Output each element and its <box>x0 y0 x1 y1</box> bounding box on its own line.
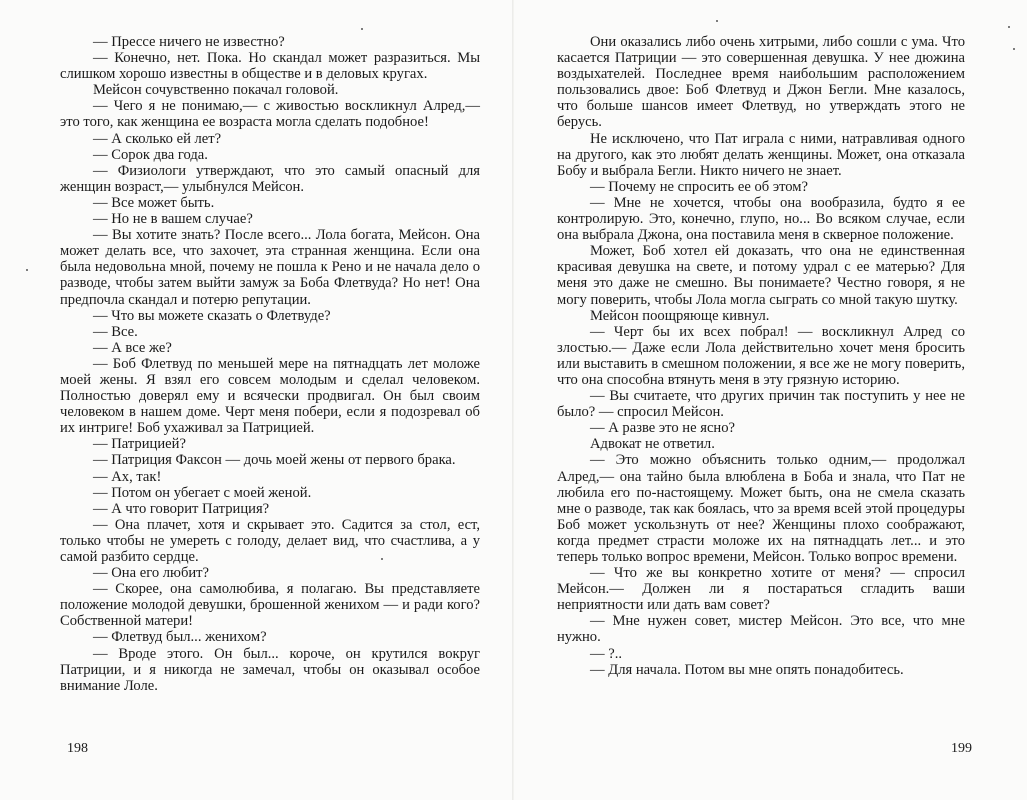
scan-speck <box>1008 26 1010 28</box>
paragraph: — Она плачет, хотя и скрывает это. Садится за стол, ест, только чтобы не умереть с голоду, делает вид, что счастлива, а у самой разбито сердце. <box>60 516 480 565</box>
paragraph: — Вы считаете, что других причин так поступить у нее не было? — спросил Мейсон. <box>557 388 965 421</box>
scan-speck <box>1013 48 1015 50</box>
paragraph: Мейсон поощряюще кивнул. <box>590 307 770 324</box>
paragraph: — Мне нужен совет, мистер Мейсон. Это все, что мне нужно. <box>557 613 965 646</box>
paragraph: Не исключено, что Пат играла с ними, натравливая одного на другого, как это любят делать женщины. Может, она отказала Бобу и выбрала Бегли. Никто ничего не знает. <box>557 130 965 179</box>
left-page-number: 198 <box>67 741 88 756</box>
paragraph: — Что вы можете сказать о Флетвуде? <box>93 307 331 324</box>
scan-speck <box>26 269 28 271</box>
paragraph: — Что же вы конкретно хотите от меня? — спросил Мейсон.— Должен ли я постараться сгладить ваши неприятности или дать вам совет? <box>557 565 965 614</box>
paragraph: — Почему не спросить ее об этом? <box>590 178 809 195</box>
paragraph: — Вроде этого. Он был... короче, он крутился вокруг Патриции, и я никогда не замечал, чтобы он оказывал особое внимание Лоле. <box>60 645 480 694</box>
paragraph: — Прессе ничего не известно? <box>93 34 285 50</box>
paragraph: — ?.. <box>590 645 623 662</box>
paragraph: — Все. <box>93 323 138 340</box>
paragraph: — Ах, так! <box>93 468 162 485</box>
right-page <box>557 34 965 678</box>
right-page-number: 199 <box>951 741 972 756</box>
paragraph: — Флетвуд был... женихом? <box>93 629 267 646</box>
left-page <box>60 34 480 694</box>
book-gutter <box>512 0 514 800</box>
paragraph: — А что говорит Патриция? <box>93 500 270 517</box>
scan-speck <box>381 558 383 560</box>
paragraph: Они оказались либо очень хитрыми, либо сошли с ума. Что касается Патриции — это совершенная девушка. У нее дюжина воздыхателей. Последнее время наибольшим расположением пользовались двое: Боб Флетвуд и Джон Бегли. Мне казалось, что больше шансов имеет Флетвуд, но утверждать этого не берусь. <box>557 34 965 131</box>
paragraph: — Патриция Факсон — дочь моей жены от первого брака. <box>93 452 456 469</box>
paragraph: — А сколько ей лет? <box>93 130 222 147</box>
paragraph: — Физиологи утверждают, что это самый опасный для женщин возраст,— улыбнулся Мейсон. <box>60 162 480 195</box>
paragraph: — Конечно, нет. Пока. Но скандал может разразиться. Мы слишком хорошо известны в обществе и в деловых кругах. <box>60 50 480 83</box>
paragraph: Адвокат не ответил. <box>590 436 715 453</box>
paragraph: — А разве это не ясно? <box>590 420 736 437</box>
paragraph: — Сорок два года. <box>93 146 208 163</box>
scan-speck <box>361 28 363 30</box>
paragraph: — Это можно объяснить только одним,— продолжал Алред,— она тайно была влюблена в Боба и знала, что Пат не любила его по-настоящему. Может быть, она не смела сказать мне о разводе, так как боялась, что за время всей этой процедуры Боб может ускользнуть от нее? Женщины плохо соображают, когда предмет страсти моложе их на пятнадцать лет... и это теперь только вопрос времени, Мейсон. Только вопрос времени. <box>557 452 965 565</box>
paragraph: — Патрицией? <box>93 436 186 453</box>
paragraph: — Но не в вашем случае? <box>93 211 253 228</box>
paragraph: — Мне не хочется, чтобы она вообразила, будто я ее контролирую. Это, конечно, глупо, но... Во всяком случае, если она выбрала Джона, она поставила меня в скверное положение. <box>557 194 965 244</box>
paragraph: — Потом он убегает с моей женой. <box>93 484 312 501</box>
paragraph: — Скорее, она самолюбива, я полагаю. Вы представляете положение молодой девушки, брошенной женихом — и ради кого? Собственной матери! <box>60 581 480 630</box>
paragraph: — Чего я не понимаю,— с живостью воскликнул Алред,— это того, как женщина ее возраста могла сделать подобное! <box>60 98 480 131</box>
paragraph: Мейсон сочувственно покачал головой. <box>93 82 339 99</box>
paragraph: — Для начала. Потом вы мне опять понадобитесь. <box>590 661 904 678</box>
paragraph: — А все же? <box>93 339 172 356</box>
paragraph: — Она его любит? <box>93 565 210 582</box>
paragraph: — Вы хотите знать? После всего... Лола богата, Мейсон. Она может делать все, что захочет, эта странная женщина. Если она была недовольна мной, почему не пошла к Рено и не начала дело о разводе, чтобы затем выйти замуж за Боба Флетвуда? Но нет! Она предпочла скандал и потерю репутации. <box>60 227 480 308</box>
paragraph: — Все может быть. <box>93 194 215 211</box>
paragraph: Может, Боб хотел ей доказать, что она не единственная красивая девушка на свете, и потому удрал с ее матерью? Для меня это даже не смешно. Вы понимаете? Честно говоря, я не могу поверить, чтобы Лола могла сыграть со мной такую шутку. <box>557 243 965 308</box>
scan-speck <box>716 20 718 22</box>
paragraph: — Боб Флетвуд по меньшей мере на пятнадцать лет моложе моей жены. Я взял его совсем молодым и сделал человеком. Полностью доверял ему и всячески продвигал. Он был своим человеком в нашем доме. Черт меня побери, если я подозревал об их интриге! Боб ухаживал за Патрицией. <box>60 355 480 437</box>
paragraph: — Черт бы их всех побрал! — воскликнул Алред со злостью.— Даже если Лола действительно хочет меня бросить или выставить в смешном положении, я все же не могу поверить, что она способна втянуть меня в эту грязную историю. <box>557 323 965 388</box>
